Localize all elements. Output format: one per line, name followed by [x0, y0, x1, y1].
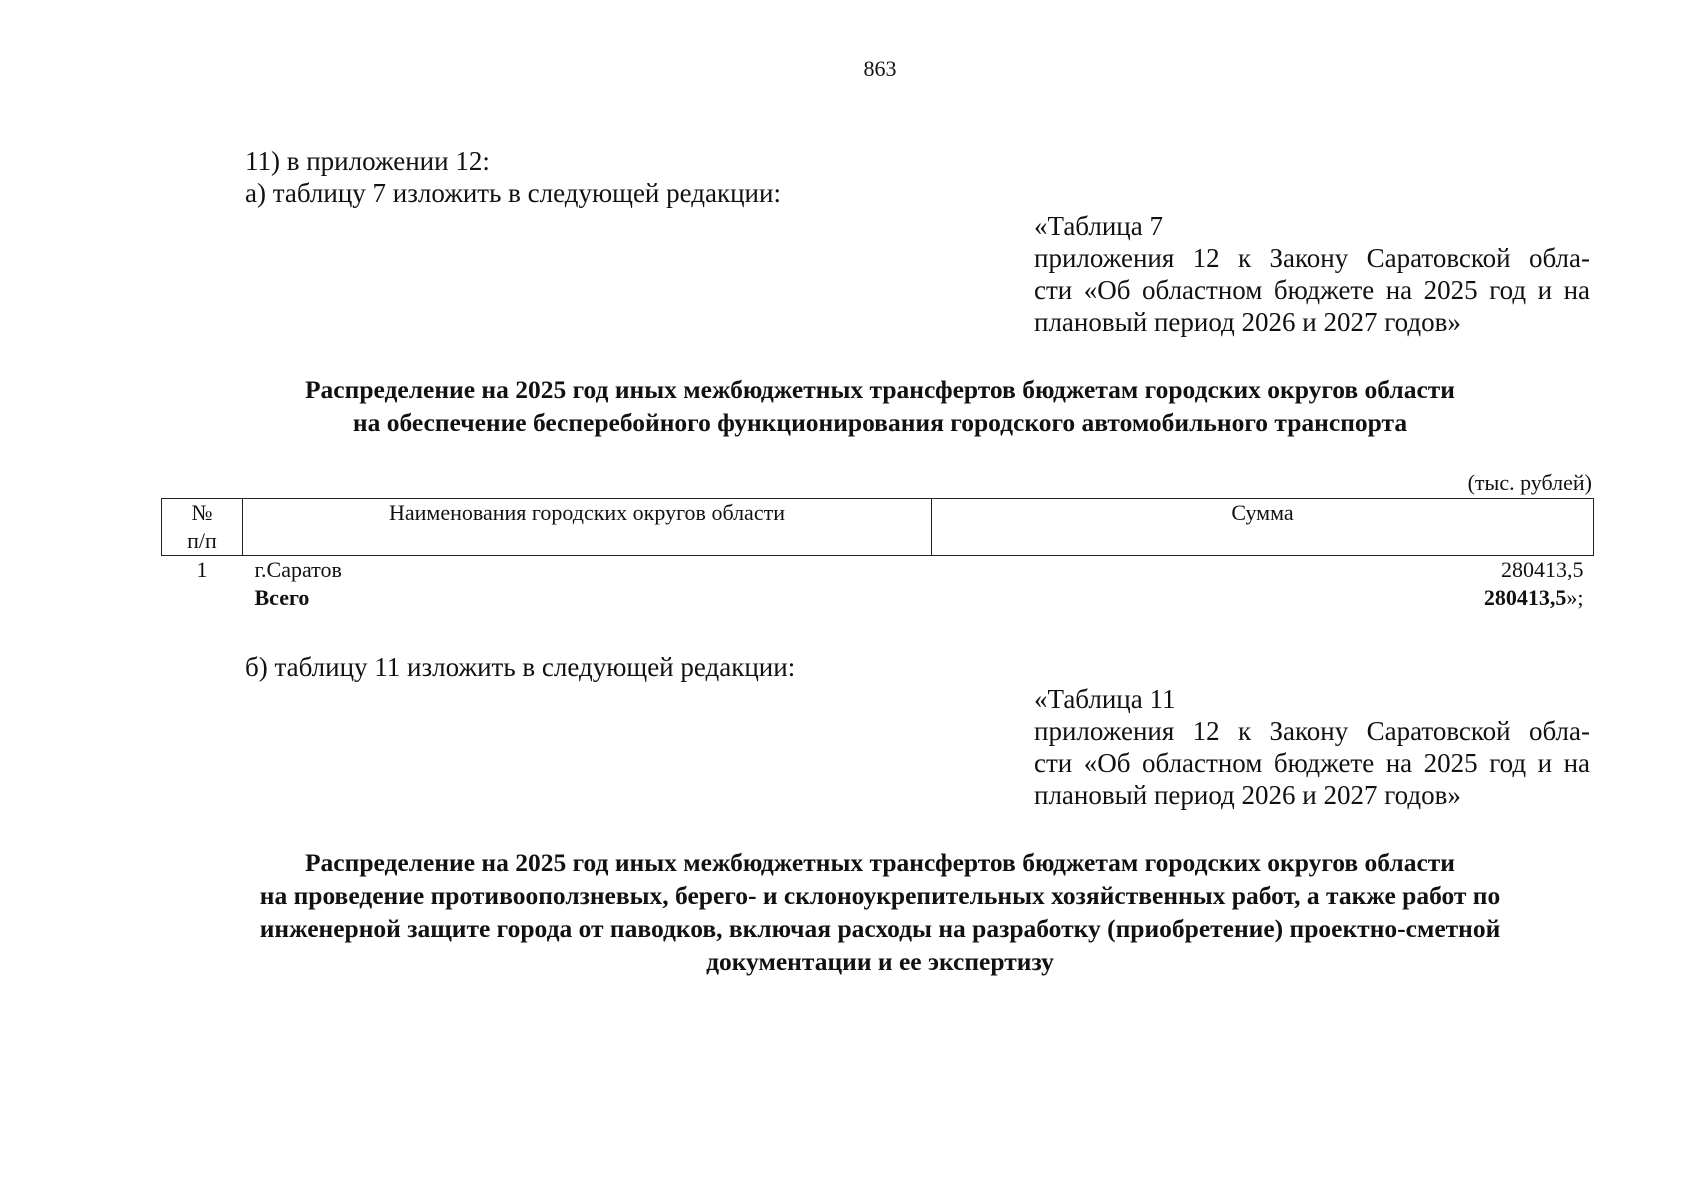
- ref-line: плановый период 2026 и 2027 годов»: [1034, 780, 1461, 810]
- table-7-heading: [150, 373, 1610, 439]
- header-number-line2: п/п: [187, 528, 217, 553]
- row-number: 1: [196, 557, 208, 582]
- heading-line: на обеспечение бесперебойного функционирования городского автомобильного транспорта: [352, 408, 1408, 437]
- ref-line: плановый период 2026 и 2027 годов»: [1034, 307, 1461, 337]
- header-name: Наименования городских округов области: [243, 499, 932, 556]
- amendment-item-11: 11) в приложении 12:: [245, 146, 490, 176]
- table-7: [161, 498, 1594, 612]
- row-sum: 280413,5: [1501, 557, 1584, 582]
- total-label: Всего: [254, 585, 310, 610]
- amendment-sub-a: а) таблицу 7 изложить в следующей редакции:: [245, 178, 781, 208]
- heading-line: на проведение противооползневых, берего- и склоноукрепительных хозяйственных работ, а также работ по: [259, 881, 1501, 910]
- table-11-heading: [150, 846, 1610, 978]
- total-sum: 280413,5: [1483, 585, 1567, 610]
- total-number: [162, 584, 243, 612]
- total-suffix: »;: [1566, 585, 1584, 610]
- ref-line: сти «Об областном бюджете на 2025 год и на: [1034, 748, 1590, 778]
- table-header-row: [162, 499, 1594, 556]
- total-sum-cell: [932, 584, 1594, 612]
- page-number: 863: [863, 56, 897, 81]
- ref-line: «Таблица 7: [1034, 211, 1163, 241]
- unit-label: (тыс. рублей): [1467, 470, 1592, 495]
- heading-line: инженерной защите города от паводков, включая расходы на разработку (приобретение) проектно-сметной: [259, 914, 1501, 943]
- header-number: [162, 499, 243, 556]
- table-11-reference: [1034, 683, 1590, 811]
- table-row: [162, 556, 1594, 585]
- ref-line: сти «Об областном бюджете на 2025 год и на: [1034, 275, 1590, 305]
- table-total-row: [162, 584, 1594, 612]
- ref-line: приложения 12 к Закону Саратовской обла-: [1034, 243, 1590, 273]
- header-number-line1: №: [191, 500, 213, 525]
- heading-line: документации и ее экспертизу: [706, 947, 1054, 976]
- ref-line: приложения 12 к Закону Саратовской обла-: [1034, 716, 1590, 746]
- heading-line: Распределение на 2025 год иных межбюджетных трансфертов бюджетам городских округов области: [304, 375, 1455, 404]
- table-7-reference: [1034, 210, 1590, 338]
- ref-line: «Таблица 11: [1034, 684, 1176, 714]
- amendment-sub-b: б) таблицу 11 изложить в следующей редакции:: [245, 652, 796, 682]
- row-name: г.Саратов: [254, 557, 342, 582]
- header-sum: Сумма: [932, 499, 1594, 556]
- heading-line: Распределение на 2025 год иных межбюджетных трансфертов бюджетам городских округов области: [304, 848, 1455, 877]
